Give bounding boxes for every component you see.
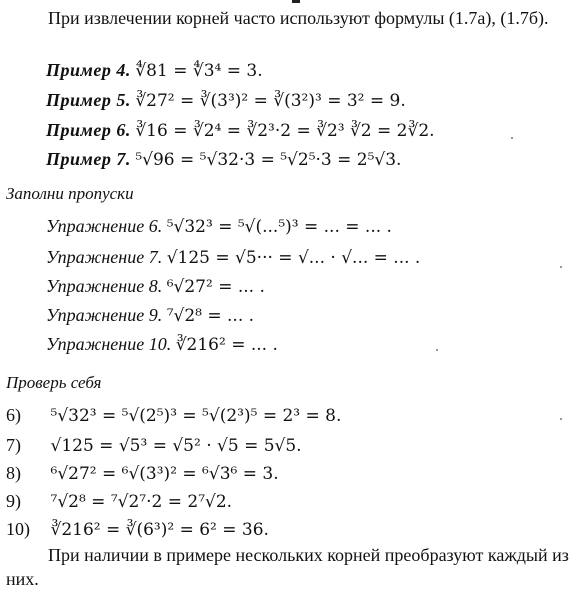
exercise-label: Упражнение 10.	[46, 334, 172, 354]
exercise-formula: ⁶√27² = ... .	[166, 277, 265, 297]
exercise-9	[46, 304, 254, 327]
check-heading: Проверь себя	[6, 373, 102, 392]
example-formula: ∛16 = ∛2⁴ = ∛2³·2 = ∛2³ ∛2 = 2∛2.	[135, 121, 435, 141]
example-formula: ⁵√96 = ⁵√32·3 = ⁵√2⁵·3 = 2⁵√3.	[135, 150, 402, 170]
scan-speck	[560, 418, 562, 420]
scan-speck	[560, 266, 562, 268]
answer-number: 6)	[6, 405, 21, 425]
exercise-label: Упражнение 7.	[46, 247, 163, 267]
answer-number: 10)	[6, 519, 30, 539]
answer-formula: √125 = √5³ = √5² · √5 = 5√5.	[50, 436, 302, 456]
exercise-label: Упражнение 6.	[46, 216, 163, 236]
exercise-formula: ∛216² = ... .	[175, 335, 278, 355]
example-7	[46, 148, 401, 171]
closing-paragraph: При наличии в примере нескольких корней преобразуют каждый из них.	[6, 545, 569, 589]
answer-10	[6, 518, 269, 541]
example-label: Пример 5.	[46, 90, 131, 110]
answer-7	[6, 434, 302, 457]
exercise-8	[46, 275, 265, 298]
answer-number: 9)	[6, 491, 21, 511]
answer-8	[6, 462, 279, 485]
example-4	[46, 59, 263, 82]
exercise-6	[46, 215, 392, 238]
exercise-formula: √125 = √5··· = √... · √... = ... .	[166, 248, 421, 268]
example-label: Пример 6.	[46, 120, 131, 140]
answer-formula: ⁵√32³ = ⁵√(2⁵)³ = ⁵√(2³)⁵ = 2³ = 8.	[50, 406, 342, 426]
page-top-mark	[292, 0, 300, 3]
answer-number: 8)	[6, 463, 21, 483]
exercise-7	[46, 246, 420, 269]
answer-formula: ∛216² = ∛(6³)² = 6² = 36.	[50, 520, 269, 540]
scan-speck	[511, 137, 513, 139]
intro-paragraph: При извлечении корней часто используют формулы (1.7а), (1.7б).	[48, 8, 549, 28]
fill-heading: Заполни пропуски	[6, 184, 134, 203]
scan-speck	[436, 349, 438, 351]
exercise-formula: ⁷√2⁸ = ... .	[166, 306, 255, 326]
answer-number: 7)	[6, 435, 21, 455]
example-5	[46, 89, 406, 112]
answer-6	[6, 404, 341, 427]
exercise-label: Упражнение 8.	[46, 276, 163, 296]
example-label: Пример 4.	[46, 60, 131, 80]
exercise-10	[46, 333, 278, 356]
exercise-formula: ⁵√32³ = ⁵√(...⁵)³ = ... = ... .	[166, 217, 392, 237]
example-label: Пример 7.	[46, 149, 131, 169]
exercise-label: Упражнение 9.	[46, 305, 163, 325]
answer-formula: ⁷√2⁸ = ⁷√2⁷·2 = 2⁷√2.	[50, 492, 233, 512]
answer-formula: ⁶√27² = ⁶√(3³)² = ⁶√3⁶ = 3.	[50, 464, 279, 484]
example-formula: ∜81 = ∜3⁴ = 3.	[135, 61, 263, 81]
example-6	[46, 119, 435, 142]
example-formula: ∛27² = ∛(3³)² = ∛(3²)³ = 3² = 9.	[135, 91, 406, 111]
answer-9	[6, 490, 232, 513]
